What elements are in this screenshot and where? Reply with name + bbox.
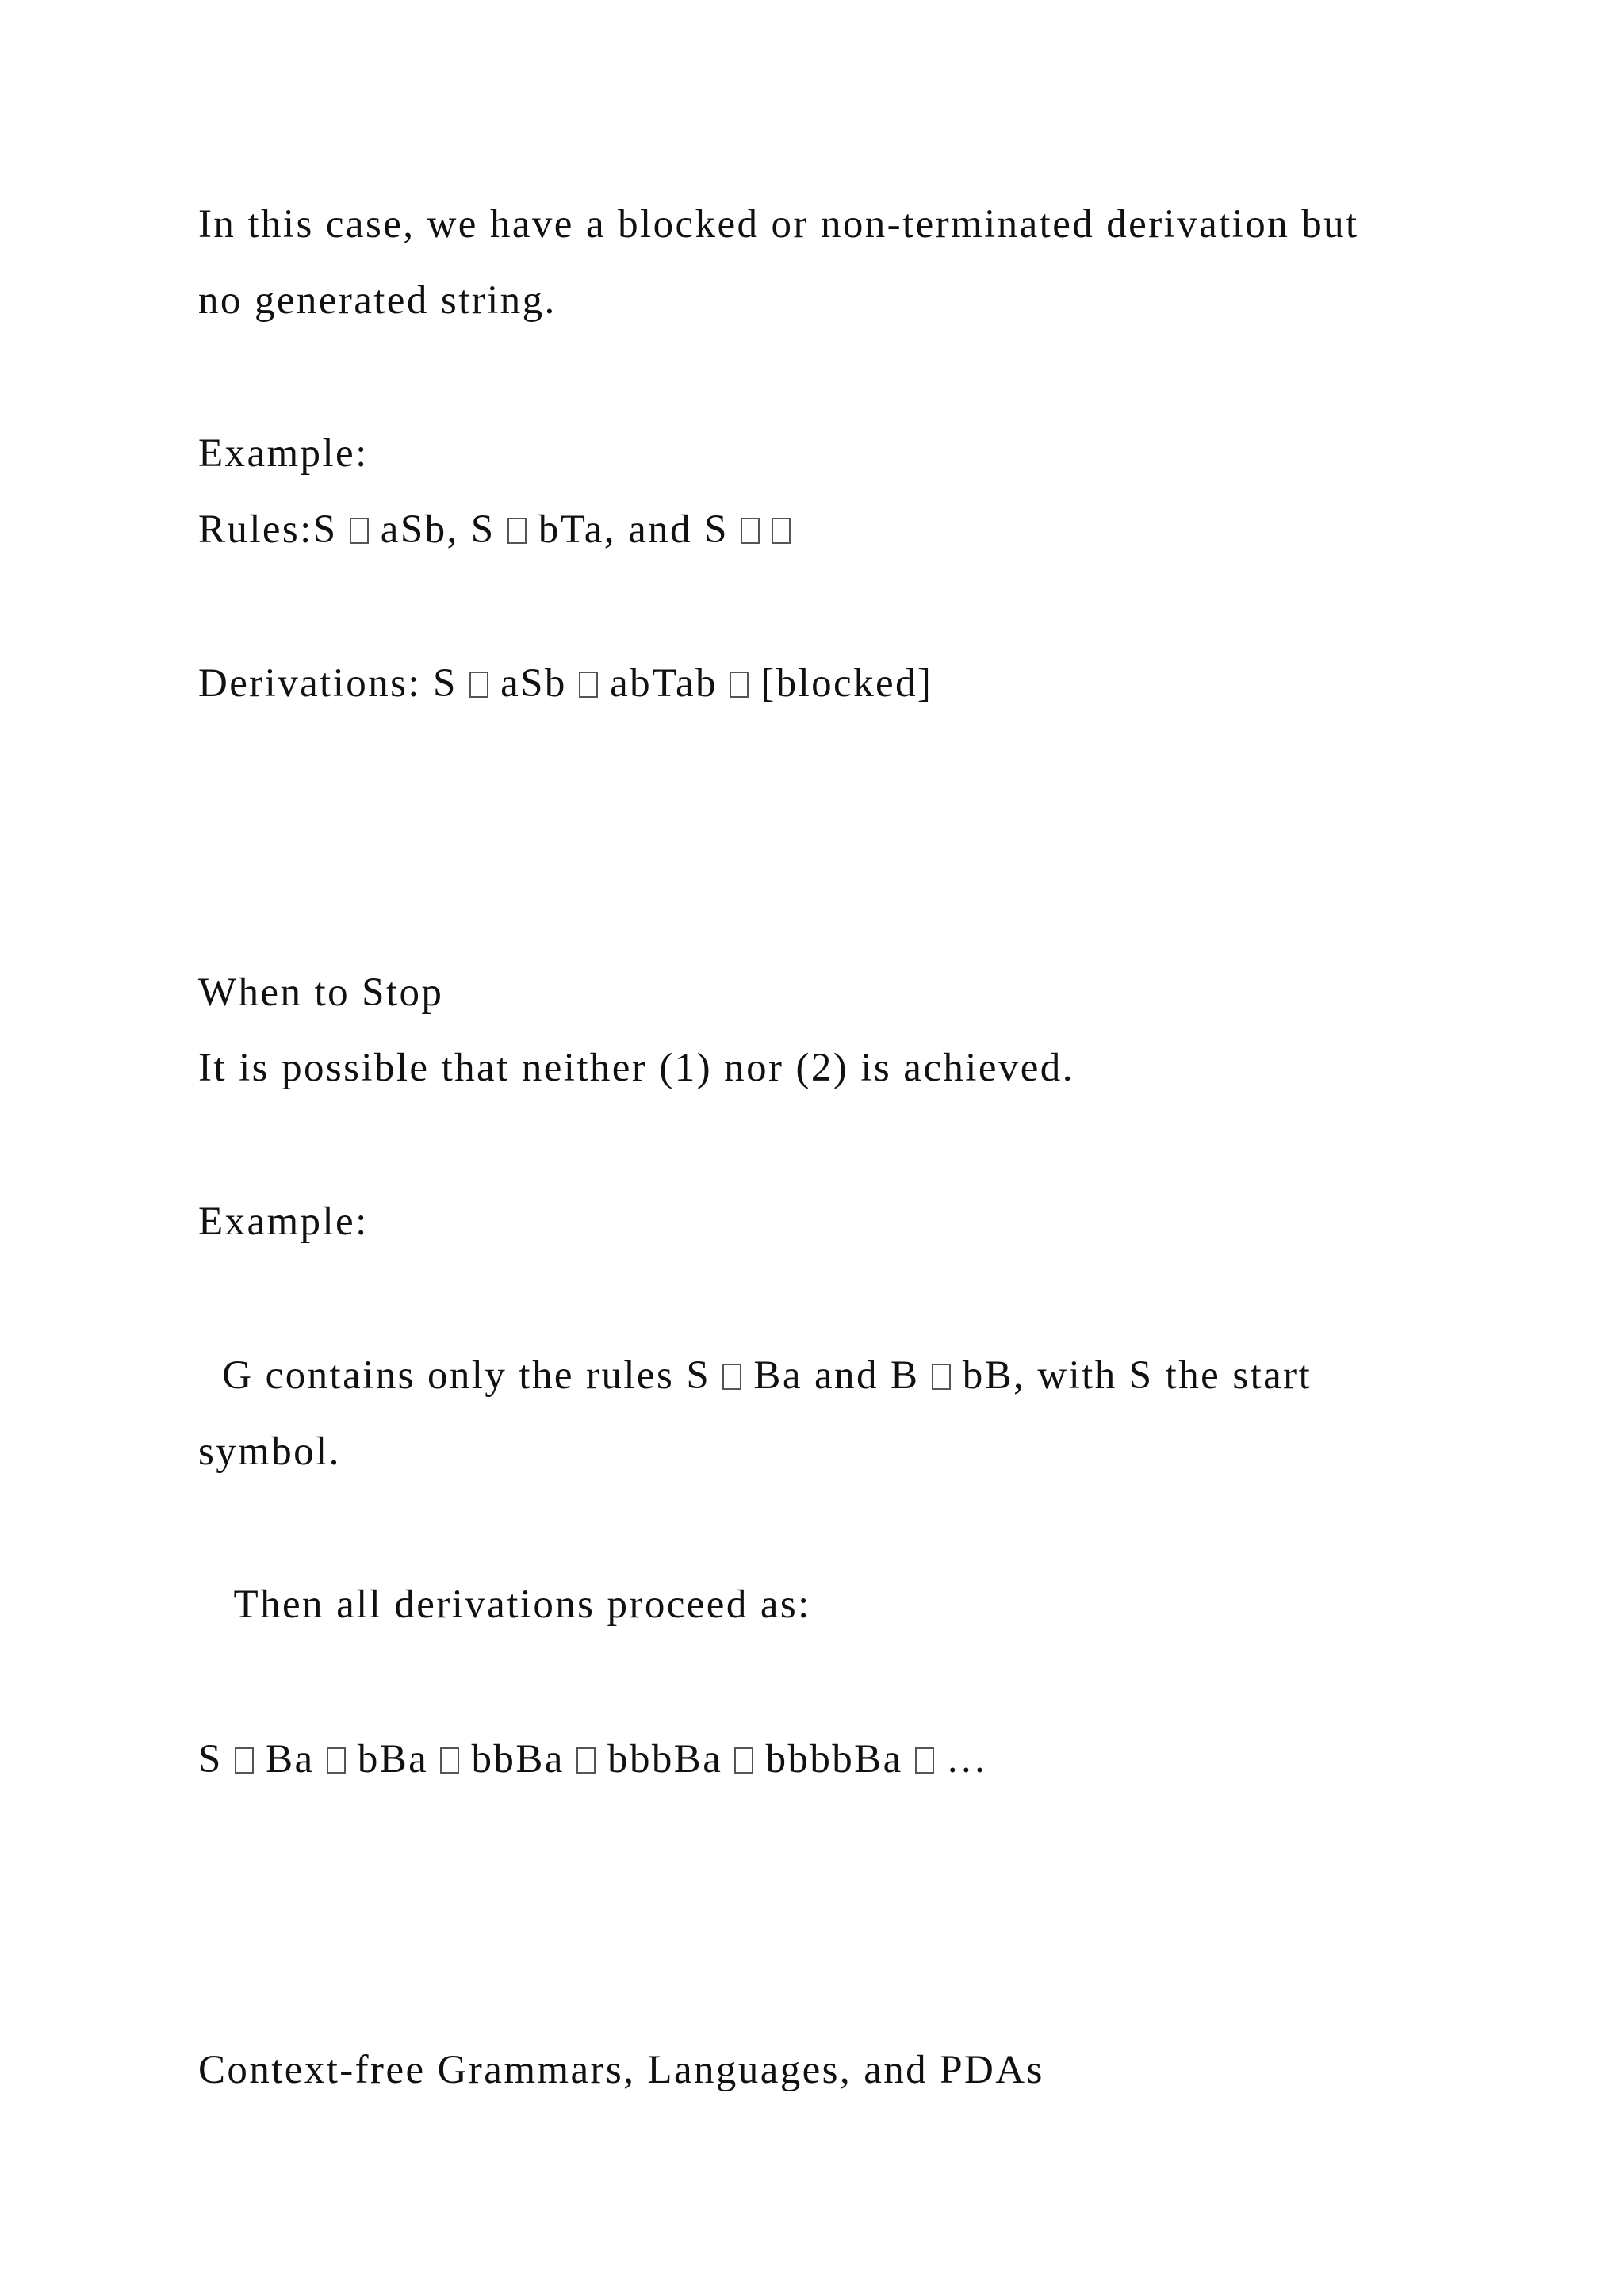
missing-glyph-arrow-icon [469,672,488,698]
missing-glyph-arrow-icon [235,1747,254,1774]
chain-term: bbbbBa [765,1737,903,1781]
paragraph-line-1: In this case, we have a blocked or non-terminated derivation but [198,202,1359,247]
rules-text: Rules:S [198,507,350,552]
chain-term: bbBa [471,1737,565,1781]
paragraph-line-2: no generated string. [198,278,557,323]
missing-glyph-arrow-icon [579,672,598,698]
chain-term: Ba [266,1737,315,1781]
example-heading-1: Example: [198,431,369,476]
chain-term: S [198,1737,223,1781]
footer-title: Context-free Grammars, Languages, and PDAs [198,2048,1044,2092]
grammar-line [198,1353,1312,1398]
missing-glyph-arrow-icon [327,1747,346,1774]
missing-glyph-arrow-icon [741,518,760,544]
chain-end: … [933,1737,989,1781]
chain-term: bBa [357,1737,429,1781]
section-heading: When to Stop [198,970,444,1015]
derivations-text: Derivations: S [198,661,469,706]
missing-glyph-arrow-icon [576,1747,596,1774]
missing-glyph-arrow-icon [734,1747,753,1774]
missing-glyph-arrow-icon [350,518,369,544]
missing-glyph-arrow-icon [932,1364,951,1390]
derivations-text: [blocked] [749,661,933,706]
then-line: Then all derivations proceed as: [198,1582,811,1627]
example-heading-2: Example: [198,1200,369,1244]
derivations-text: aSb [488,661,579,706]
grammar-text: G contains only the rules S [198,1353,723,1398]
missing-glyph-arrow-icon [915,1747,934,1774]
missing-glyph-epsilon-icon [772,518,791,544]
rules-line [198,507,791,552]
rules-text: aSb, S [368,507,508,552]
missing-glyph-arrow-icon [508,518,527,544]
grammar-text: Ba and B [741,1353,932,1398]
chain-term: bbbBa [607,1737,723,1781]
missing-glyph-arrow-icon [722,1364,741,1390]
derivations-line [198,661,933,706]
rules-text: bTa, and S [526,507,741,552]
missing-glyph-arrow-icon [730,672,749,698]
grammar-text: bB, with S the start [950,1353,1312,1398]
missing-glyph-arrow-icon [440,1747,459,1774]
section-text: It is possible that neither (1) nor (2) is achieved. [198,1046,1074,1090]
grammar-line-2: symbol. [198,1429,341,1474]
derivation-chain [198,1739,988,1780]
derivations-text: abTab [597,661,730,706]
